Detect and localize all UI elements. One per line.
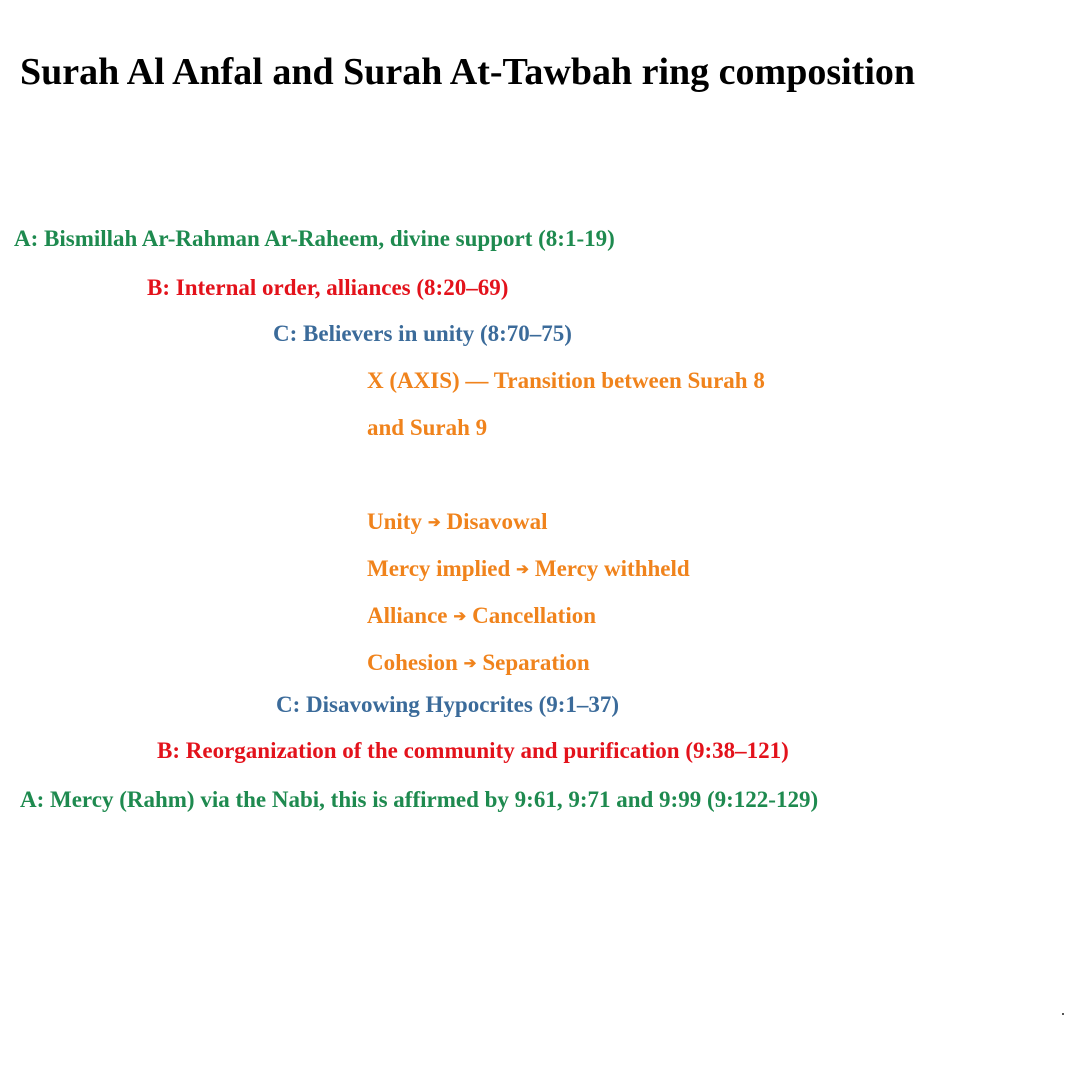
arrow-right-icon: ➔ — [427, 515, 441, 531]
transition-row — [367, 603, 596, 629]
arrow-right-icon: ➔ — [453, 609, 467, 625]
transition-to: Mercy withheld — [534, 556, 690, 581]
transition-from: Unity — [367, 509, 422, 534]
page-title: Surah Al Anfal and Surah At-Tawbah ring composition — [20, 51, 916, 93]
transition-to: Disavowal — [446, 509, 548, 534]
transition-from: Mercy implied — [367, 556, 511, 581]
transition-to: Separation — [482, 650, 590, 675]
transition-row — [367, 650, 590, 676]
transition-from: Cohesion — [367, 650, 458, 675]
level-a-bottom: A: Mercy (Rahm) via the Nabi, this is affirmed by 9:61, 9:71 and 9:99 (9:122-129) — [20, 787, 819, 812]
transition-from: Alliance — [367, 603, 448, 628]
level-c-bottom: C: Disavowing Hypocrites (9:1–37) — [276, 692, 620, 717]
transition-to: Cancellation — [472, 603, 597, 628]
level-a-top: A: Bismillah Ar-Rahman Ar-Raheem, divine support (8:1-19) — [14, 226, 615, 251]
corner-dot — [1062, 1013, 1064, 1015]
arrow-right-icon: ➔ — [516, 562, 529, 578]
axis-line-1: X (AXIS) — Transition between Surah 8 — [367, 368, 765, 393]
transition-row — [367, 556, 690, 582]
level-b-bottom: B: Reorganization of the community and purification (9:38–121) — [157, 738, 789, 763]
transition-row — [367, 509, 547, 535]
axis-line-2: and Surah 9 — [367, 415, 488, 440]
level-b-top: B: Internal order, alliances (8:20–69) — [147, 275, 509, 300]
level-c-top: C: Believers in unity (8:70–75) — [273, 321, 572, 346]
arrow-right-icon: ➔ — [463, 656, 477, 672]
